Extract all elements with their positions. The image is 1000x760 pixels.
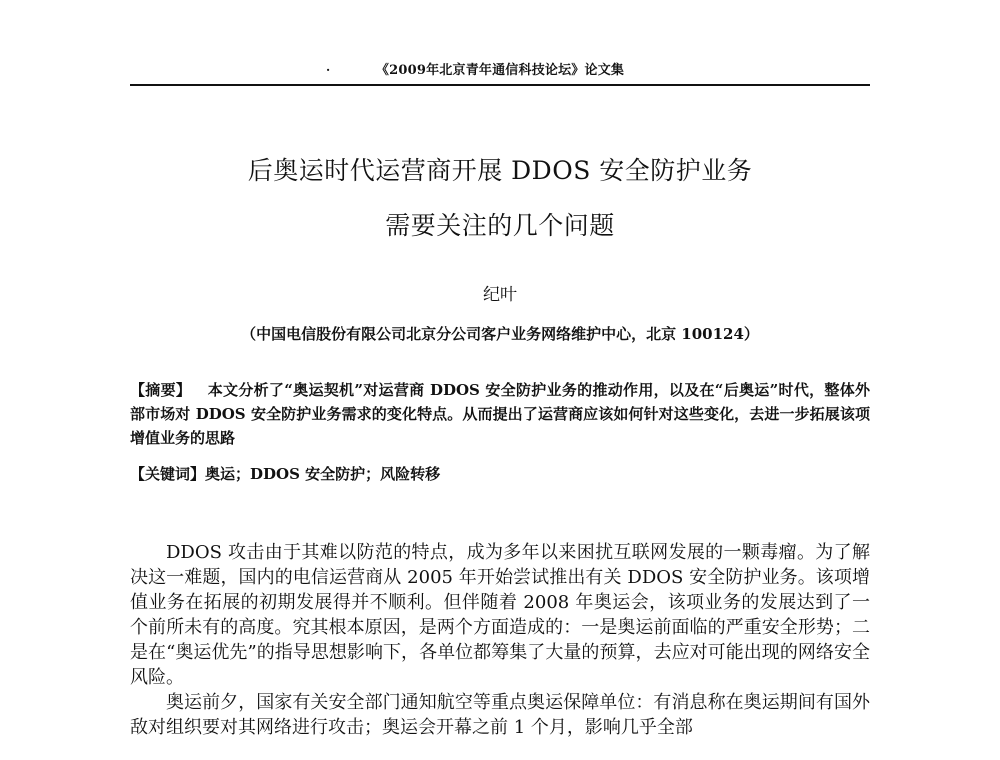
body-paragraph-1: DDOS 攻击由于其难以防范的特点，成为多年以来困扰互联网发展的一颗毒瘤。为了解决这一难题，国内的电信运营商从 2005 年开始尝试推出有关 DDOS 安全防护业务。该项增值业务在拓展的初期发展得并不顺利。但伴随着 2008 年奥运会，该项业务的发展达到了一个前所未有的高度。究其根本原因，是两个方面造成的：一是奥运前面临的严重安全形势；二是在“奥运优先”的指导思想影响下，各单位都筹集了大量的预算，去应对可能出现的网络安全风险。: [130, 542, 870, 688]
abstract-text: 本文分析了“奥运契机”对运营商 DDOS 安全防护业务的推动作用，以及在“后奥运”时代，整体外部市场对 DDOS 安全防护业务需求的变化特点。从而提出了运营商应该如何针对这些变化，去进一步拓展该项增值业务的思路: [130, 381, 870, 447]
paper-title-line-2: 需要关注的几个问题: [385, 211, 615, 240]
header-bullet: ·: [326, 63, 331, 77]
body-text: [130, 540, 870, 740]
header-rule: [130, 84, 870, 86]
running-head: 《2009年北京青年通信科技论坛》论文集: [375, 63, 625, 78]
body-paragraph-2: 奥运前夕，国家有关安全部门通知航空等重点奥运保障单位：有消息称在奥运期间有国外敌对组织要对其网络进行攻击；奥运会开幕之前 1 个月，影响几乎全部: [130, 692, 870, 738]
author-affiliation: （中国电信股份有限公司北京分公司客户业务网络维护中心，北京 100124）: [241, 325, 759, 343]
abstract: [130, 378, 870, 450]
author-name: 纪叶: [483, 285, 517, 305]
keywords-label: 【关键词】: [130, 465, 206, 483]
paper-title-line-1: 后奥运时代运营商开展 DDOS 安全防护业务: [247, 156, 753, 185]
keywords: [130, 462, 870, 486]
keywords-text: 奥运；DDOS 安全防护；风险转移: [205, 465, 441, 483]
abstract-label: 【摘要】: [130, 381, 192, 399]
